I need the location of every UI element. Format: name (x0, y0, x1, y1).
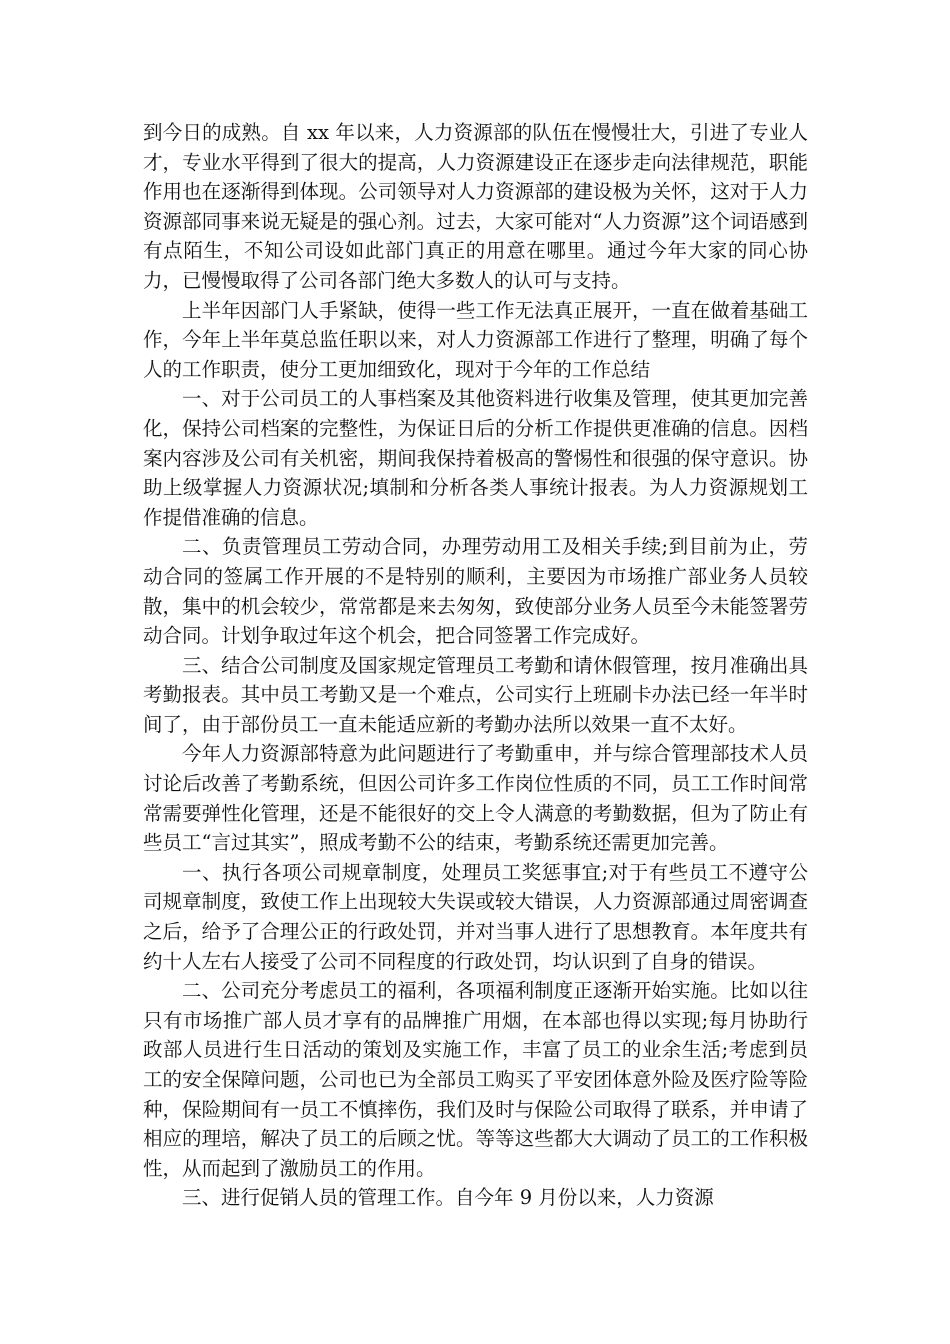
paragraph-2: 上半年因部门人手紧缺，使得一些工作无法真正展开，一直在做着基础工作，今年上半年莫总监任职以来，对人力资源部工作进行了整理，明确了每个人的工作职责，使分工更加细致化，现对于今年的工作总结 (143, 298, 808, 381)
paragraph-1: 到今日的成熟。自 xx 年以来，人力资源部的队伍在慢慢壮大，引进了专业人才，专业水平得到了很大的提高，人力资源建设正在逐步走向法律规范，职能作用也在逐渐得到体现。公司领导对人力资源部的建设极为关怀，这对于人力资源部同事来说无疑是的强心剂。过去，大家可能对“人力资源”这个词语感到有点陌生，不知公司设如此部门真正的用意在哪里。通过今年大家的同心协力，已慢慢取得了公司各部门绝大多数人的认可与支持。 (143, 121, 808, 292)
paragraph-5: 三、结合公司制度及国家规定管理员工考勤和请休假管理，按月准确出具考勤报表。其中员工考勤又是一个难点，公司实行上班刷卡办法已经一年半时间了，由于部份员工一直未能适应新的考勤办法所以效果一直不太好。 (143, 653, 808, 736)
paragraph-7: 一、执行各项公司规章制度，处理员工奖惩事宜;对于有些员工不遵守公司规章制度，致使工作上出现较大失误或较大错误，人力资源部通过周密调查之后，给予了合理公正的行政处罚，并对当事人进行了思想教育。本年度共有约十人左右人接受了公司不同程度的行政处罚，均认识到了自身的错误。 (143, 860, 808, 973)
paragraph-9: 三、进行促销人员的管理工作。自今年 9 月份以来，人力资源 (182, 1186, 714, 1210)
paragraph-4: 二、负责管理员工劳动合同，办理劳动用工及相关手续;到目前为止，劳动合同的签属工作开展的不是特别的顺利，主要因为市场推广部业务人员较散，集中的机会较少，常常都是来去匆匆，致使部分业务人员至今未能签署劳动合同。计划争取过年这个机会，把合同签署工作完成好。 (143, 535, 808, 648)
paragraph-8: 二、公司充分考虑员工的福利，各项福利制度正逐渐开始实施。比如以往只有市场推广部人员才享有的品牌推广用烟，在本部也得以实现;每月协助行政部人员进行生日活动的策划及实施工作，丰富了员工的业余生活;考虑到员工的安全保障问题，公司也已为全部员工购买了平安团体意外险及医疗险等险种，保险期间有一员工不慎摔伤，我们及时与保险公司取得了联系，并申请了相应的理培，解决了员工的后顾之忧。等等这些都大大调动了员工的工作积极性，从而起到了激励员工的作用。 (143, 979, 808, 1180)
document-body (143, 118, 808, 1213)
paragraph-6: 今年人力资源部特意为此问题进行了考勤重申，并与综合管理部技术人员讨论后改善了考勤系统，但因公司许多工作岗位性质的不同，员工工作时间常常需要弹性化管理，还是不能很好的交上令人满意的考勤数据，但为了防止有些员工“言过其实”，照成考勤不公的结束，考勤系统还需更加完善。 (143, 742, 808, 855)
paragraph-3: 一、对于公司员工的人事档案及其他资料进行收集及管理，使其更加完善化，保持公司档案的完整性，为保证日后的分析工作提供更准确的信息。因档案内容涉及公司有关机密，期间我保持着极高的警惕性和很强的保守意识。协助上级掌握人力资源状况;填制和分析各类人事统计报表。为人力资源规划工作提借准确的信息。 (143, 387, 808, 529)
